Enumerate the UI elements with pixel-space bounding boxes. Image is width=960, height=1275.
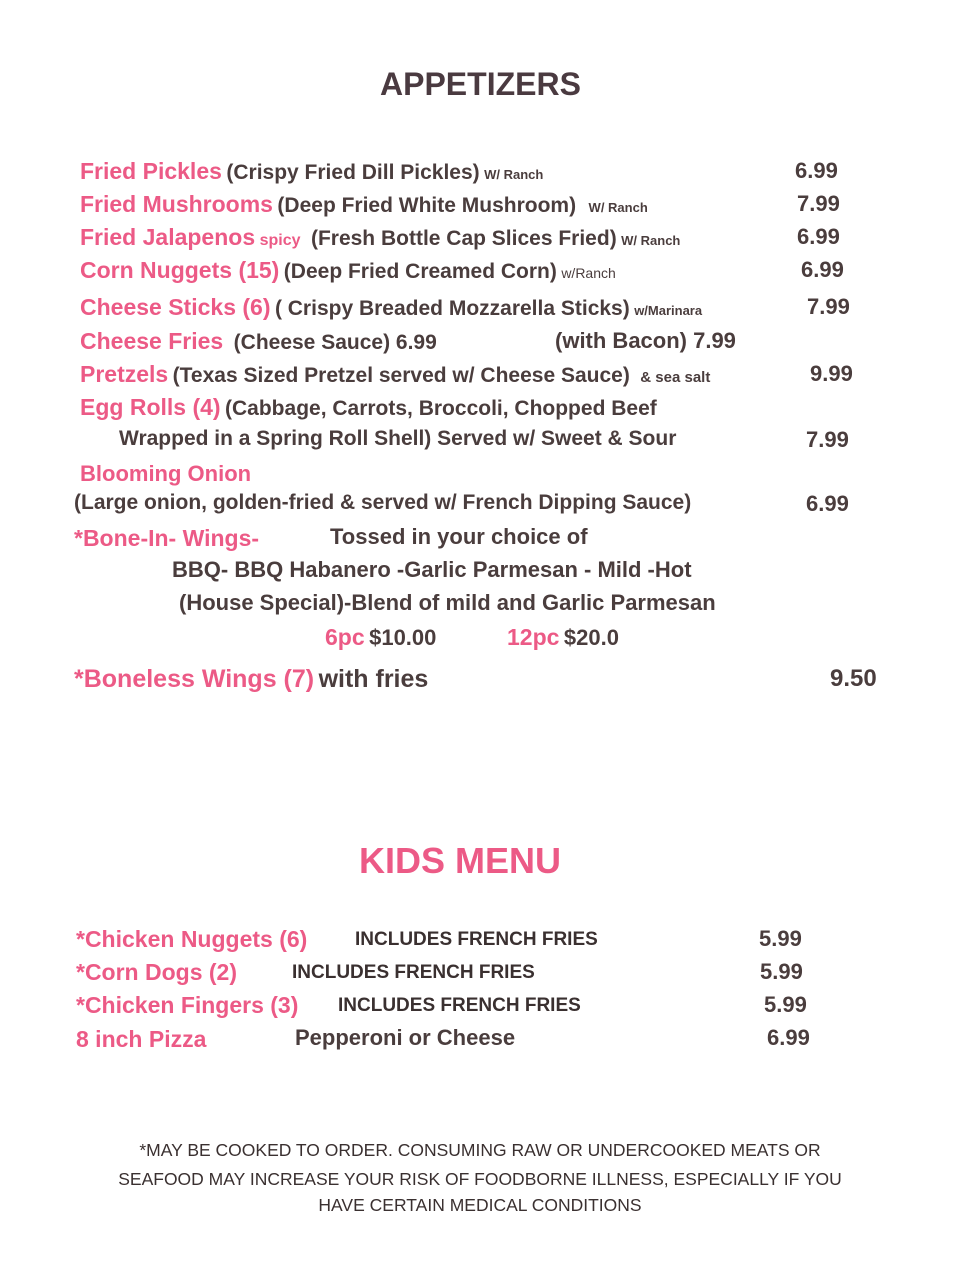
item-name: *Boneless Wings (7) xyxy=(74,665,315,693)
item-name: Egg Rolls (4) xyxy=(80,394,221,420)
item-price: 6.99 xyxy=(797,224,840,249)
item-name: Fried Jalapenos xyxy=(80,224,256,250)
wings-house-special: (House Special)-Blend of mild and Garlic Parmesan xyxy=(179,590,716,615)
boneless-wings-item xyxy=(74,665,428,694)
appetizer-item xyxy=(80,191,648,218)
kids-item-price: 5.99 xyxy=(764,992,807,1017)
kids-item-description: INCLUDES FRENCH FRIES xyxy=(292,962,535,983)
wings-price-6pc xyxy=(325,624,436,651)
item-price: 9.99 xyxy=(810,361,853,386)
kids-item-price: 6.99 xyxy=(767,1025,810,1050)
wings-size: 12pc xyxy=(507,624,560,650)
item-side: w/Ranch xyxy=(561,265,616,281)
item-price: 7.99 xyxy=(806,427,849,452)
item-price: 7.99 xyxy=(807,294,850,319)
item-name: Fried Mushrooms xyxy=(80,191,273,217)
appetizer-item xyxy=(80,257,616,284)
appetizer-item xyxy=(80,394,657,421)
item-description: (Large onion, golden-fried & served w/ French Dipping Sauce) xyxy=(74,491,692,514)
kids-menu-heading: KIDS MENU xyxy=(359,840,562,881)
item-description: (Texas Sized Pretzel served w/ Cheese Sauce) xyxy=(172,364,630,387)
item-description: ( Crispy Breaded Mozzarella Sticks) xyxy=(274,297,630,320)
appetizer-item xyxy=(80,294,702,321)
item-price: 6.99 xyxy=(795,158,838,183)
wings-name: *Bone-In- Wings- xyxy=(74,525,260,551)
item-description-continued: Wrapped in a Spring Roll Shell) Served w/ Sweet & Sour xyxy=(119,427,677,450)
wings-price: $10.00 xyxy=(369,625,437,650)
kids-item-name: *Chicken Nuggets (6) xyxy=(76,926,308,952)
appetizer-item xyxy=(80,224,680,251)
item-price: 9.50 xyxy=(830,665,877,692)
disclaimer-line: *MAY BE COOKED TO ORDER. CONSUMING RAW OR UNDERCOOKED MEATS OR xyxy=(139,1140,821,1160)
item-description: (Deep Fried Creamed Corn) xyxy=(283,260,557,283)
item-name: Blooming Onion xyxy=(80,461,252,486)
item-price: 7.99 xyxy=(797,191,840,216)
wings-flavors: BBQ- BBQ Habanero -Garlic Parmesan - Mild -Hot xyxy=(172,557,692,582)
wings-price: $20.0 xyxy=(563,625,619,650)
wings-size: 6pc xyxy=(325,624,365,650)
item-description: with fries xyxy=(318,665,429,693)
kids-item-description: INCLUDES FRENCH FRIES xyxy=(338,995,581,1016)
item-description: (Cabbage, Carrots, Broccoli, Chopped Beef xyxy=(225,397,657,420)
kids-item-price: 5.99 xyxy=(760,959,803,984)
kids-item-name: *Corn Dogs (2) xyxy=(76,959,237,985)
item-description: (Fresh Bottle Cap Slices Fried) xyxy=(310,227,617,250)
kids-item-description: INCLUDES FRENCH FRIES xyxy=(355,929,598,950)
item-price: 6.99 xyxy=(806,491,849,516)
item-side: & sea salt xyxy=(640,369,711,386)
item-description: (Cheese Sauce) 6.99 xyxy=(233,331,437,354)
appetizer-item xyxy=(80,361,710,388)
item-side: W/ Ranch xyxy=(588,200,648,215)
item-description: (Deep Fried White Mushroom) xyxy=(277,194,577,217)
kids-item-description: Pepperoni or Cheese xyxy=(295,1025,516,1050)
appetizer-item xyxy=(80,158,543,185)
item-side: W/ Ranch xyxy=(621,233,681,248)
item-side: w/Marinara xyxy=(634,303,703,318)
item-name: Pretzels xyxy=(80,361,169,387)
item-name: Fried Pickles xyxy=(80,158,222,184)
wings-price-12pc xyxy=(507,624,619,651)
wings-intro: Tossed in your choice of xyxy=(330,524,588,549)
appetizer-item xyxy=(80,328,437,355)
item-spicy-tag: spicy xyxy=(259,232,301,249)
kids-item-name: *Chicken Fingers (3) xyxy=(76,992,299,1018)
disclaimer-line: SEAFOOD MAY INCREASE YOUR RISK OF FOODBORNE ILLNESS, ESPECIALLY IF YOU xyxy=(118,1169,842,1189)
kids-item-name: 8 inch Pizza xyxy=(76,1026,207,1052)
item-description: (Crispy Fried Dill Pickles) xyxy=(226,161,480,184)
kids-item-price: 5.99 xyxy=(759,926,802,951)
item-side: W/ Ranch xyxy=(484,167,544,182)
item-name: Cheese Sticks (6) xyxy=(80,294,271,320)
item-price: 6.99 xyxy=(801,257,844,282)
appetizers-heading: APPETIZERS xyxy=(380,66,581,102)
item-bacon-option: (with Bacon) 7.99 xyxy=(555,328,736,353)
item-name: Cheese Fries xyxy=(80,328,224,354)
item-name: Corn Nuggets (15) xyxy=(80,257,280,283)
disclaimer-line: HAVE CERTAIN MEDICAL CONDITIONS xyxy=(318,1195,642,1215)
